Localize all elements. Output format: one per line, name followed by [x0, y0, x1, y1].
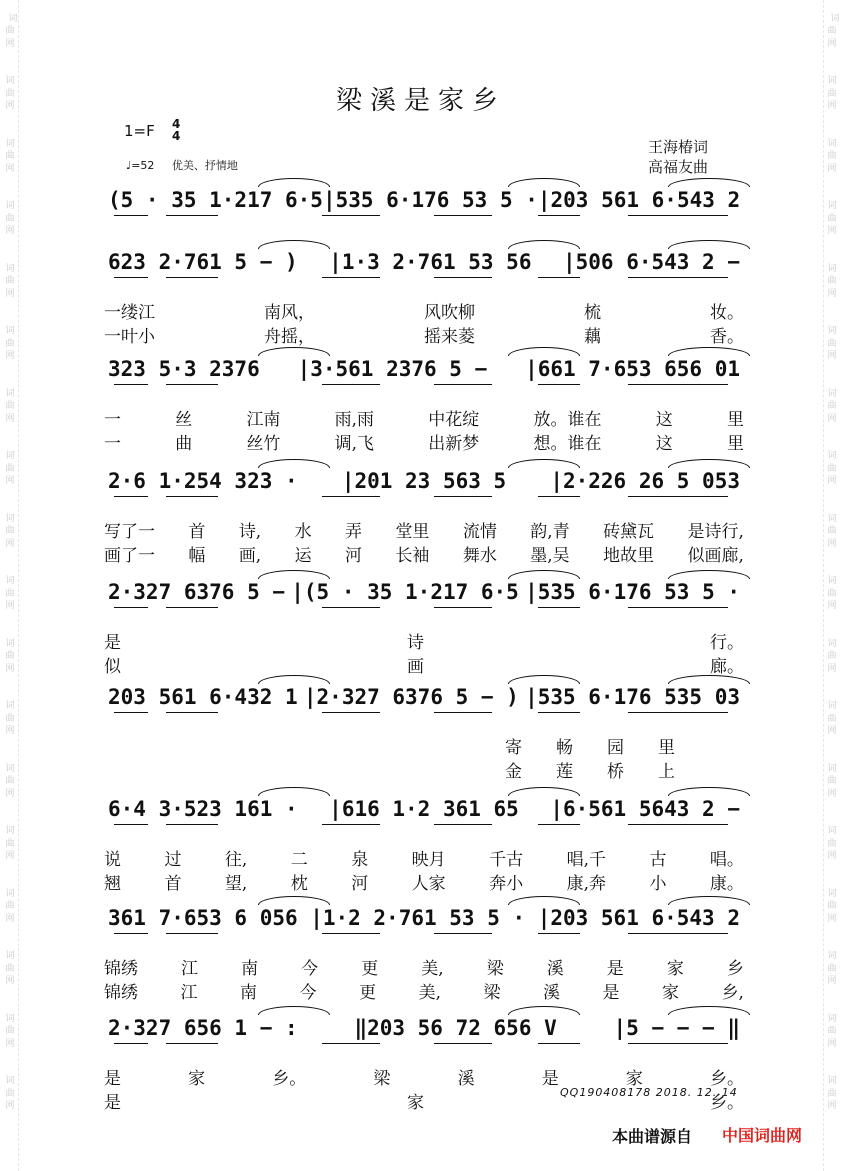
lyric-word: 梁 [373, 1069, 391, 1089]
beam-underline [322, 215, 380, 216]
beam-underline [166, 712, 218, 713]
lyric-word: 梳 [584, 303, 601, 323]
score-title: 梁溪是家乡 [335, 86, 506, 116]
lyric-word: 写了一 [104, 522, 155, 542]
music-system [108, 797, 740, 821]
lyric-line [104, 541, 744, 566]
tempo-value: ♩=52 [126, 159, 155, 172]
lyric-word: 诗, [238, 522, 262, 542]
lyric-word: 廊。 [710, 657, 744, 677]
slur-mark [668, 178, 750, 187]
lyric-word: 流情 [462, 522, 497, 542]
beam-underline [434, 933, 492, 934]
lyric-line [505, 757, 675, 782]
key-signature: 1=F [124, 122, 155, 140]
lyric-word: 畅 [556, 738, 573, 758]
lyric-line [104, 845, 744, 870]
beam-underline [166, 215, 218, 216]
lyric-line [104, 628, 744, 653]
lyric-word: 望, [224, 874, 248, 894]
slur-mark [258, 1006, 330, 1015]
slur-mark [258, 240, 330, 249]
lyric-word: 园 [607, 738, 624, 758]
lyric-word: 水 [294, 522, 312, 542]
slur-mark [508, 347, 580, 356]
lyric-word: 古 [649, 850, 667, 870]
time-signature [172, 118, 180, 142]
lyric-line [104, 298, 744, 323]
slur-mark [508, 787, 580, 796]
measure-group: |6·561 5643 2 − [550, 797, 740, 821]
lyric-word: 康。 [709, 874, 744, 894]
lyric-word: 河 [351, 874, 369, 894]
measure-group: |2·327 6376 5 − ) [303, 685, 519, 709]
lyric-word: 里 [726, 410, 744, 430]
measure-group: 203 561 6·432 1 [108, 685, 298, 709]
lyric-word: 说 [104, 850, 121, 870]
lyric-word: 锦绣 [104, 983, 138, 1003]
lyric-word: 乡。 [710, 1093, 744, 1113]
slur-mark [508, 240, 580, 249]
lyric-word: 韵,青 [530, 522, 570, 542]
lyric-word: 舞水 [462, 546, 497, 566]
lyric-word: 康,奔 [566, 874, 606, 894]
lyric-word: 河 [345, 546, 363, 566]
lyric-word: 溪 [546, 959, 564, 979]
beam-underline [322, 933, 380, 934]
beam-underline [538, 607, 580, 608]
beam-underline [628, 712, 728, 713]
music-system [108, 685, 740, 709]
lyric-word: 一 [104, 410, 121, 430]
lyric-word: 一缕江 [104, 303, 155, 323]
lyric-word: 上 [658, 762, 675, 782]
measure-group: |1·2 2·761 53 5 · [310, 906, 526, 930]
lyric-word: 南 [241, 959, 259, 979]
beam-underline [322, 496, 380, 497]
slur-mark [668, 570, 750, 579]
lyric-word: 这 [655, 434, 673, 454]
lyric-word: 里 [658, 738, 675, 758]
slur-mark [508, 1006, 580, 1015]
measure-group: |2·226 26 5 053 [550, 469, 740, 493]
lyric-word: 首 [188, 522, 206, 542]
measure-group: |535 6·176 53 5 · [525, 580, 740, 604]
lyric-line [104, 405, 744, 430]
beam-underline [434, 277, 492, 278]
beam-underline [434, 215, 492, 216]
beam-underline [628, 215, 728, 216]
lyric-word: 是 [104, 633, 121, 653]
lyric-word: 美, [421, 959, 444, 979]
beam-underline [628, 277, 728, 278]
slur-mark [668, 459, 750, 468]
music-system [108, 469, 740, 493]
lyric-word: 梁 [486, 959, 504, 979]
lyric-word: 家 [625, 1069, 643, 1089]
measure-group: |616 1·2 361 65 [329, 797, 519, 821]
lyric-word: 似画廊, [687, 546, 744, 566]
slur-mark [508, 178, 580, 187]
lyric-word: 风吹柳 [424, 303, 475, 323]
lyric-word: 今 [299, 983, 317, 1003]
tempo-marking [126, 157, 238, 173]
measure-group: |203 561 6·543 2 [537, 188, 741, 212]
lyric-word: 更 [361, 959, 379, 979]
beam-underline [628, 1043, 728, 1044]
beam-underline [166, 824, 218, 825]
lyric-word: 诗 [407, 633, 424, 653]
lyric-line [505, 733, 675, 758]
measure-group: 2·327 6376 5 − [108, 580, 286, 604]
lyric-word: 映月 [411, 850, 446, 870]
lyric-word: 桥 [607, 762, 624, 782]
lyric-word: 奔小 [489, 874, 524, 894]
lyric-word: 枕 [290, 874, 308, 894]
lyric-word: 调,飞 [334, 434, 375, 454]
measure-group: 2·6 1·254 323 · [108, 469, 298, 493]
beam-underline [322, 607, 380, 608]
lyric-word: 墨,吴 [530, 546, 570, 566]
beam-underline [628, 384, 728, 385]
lyric-word: 乡。 [272, 1069, 307, 1089]
beam-underline [166, 933, 218, 934]
slur-mark [258, 347, 330, 356]
beam-underline [538, 824, 580, 825]
measure-group: ‖203 56 72 656 V [354, 1016, 557, 1040]
lyricist-credit: 王海椿词 [648, 138, 709, 156]
beam-underline [114, 277, 148, 278]
lyric-word: 金 [505, 762, 522, 782]
beam-underline [434, 607, 492, 608]
watermark-text: 词曲网 词曲网 词曲网 词曲网 词曲网 词曲网 词曲网 词曲网 词曲网 词曲网 词曲网 词曲网 词曲网 词曲网 词曲网 词曲网 词曲网 词曲网 [827, 13, 840, 1111]
slur-mark [668, 1006, 750, 1015]
lyric-line [104, 322, 744, 347]
beam-underline [538, 384, 580, 385]
beam-underline [114, 712, 148, 713]
music-system [108, 1016, 740, 1040]
slur-mark [258, 570, 330, 579]
lyric-word: 家 [407, 1093, 424, 1113]
lyric-word: 家 [662, 983, 680, 1003]
measure-group: 623 2·761 5 − ) [108, 250, 298, 274]
measure-group: |661 7·653 656 01 [525, 357, 740, 381]
lyric-word: 画, [238, 546, 262, 566]
beam-underline [166, 277, 218, 278]
lyric-line [104, 652, 744, 677]
footer-source-label: 本曲谱源自 [612, 1127, 693, 1146]
lyric-line [104, 869, 744, 894]
music-system [108, 580, 740, 604]
music-system [108, 250, 740, 274]
lyric-word: 这 [655, 410, 673, 430]
lyric-word: 乡。 [709, 1069, 744, 1089]
lyric-word: 乡 [726, 959, 744, 979]
music-system [108, 188, 740, 212]
beam-underline [538, 277, 580, 278]
music-system [108, 906, 740, 930]
lyric-word: 一叶小 [104, 327, 155, 347]
lyric-word: 藕 [584, 327, 601, 347]
lyric-word: 溪 [543, 983, 561, 1003]
lyric-word: 江南 [246, 410, 281, 430]
lyric-word: 南 [240, 983, 258, 1003]
slur-mark [258, 896, 330, 905]
footer-site-link[interactable]: 中国词曲网 [722, 1126, 803, 1145]
watermark-strip-left [2, 0, 19, 1171]
beam-underline [322, 384, 380, 385]
lyric-word: 南风， [264, 303, 315, 323]
measure-group: |203 561 6·543 2 [537, 906, 740, 930]
lyric-word: 寄 [505, 738, 522, 758]
lyric-word: 雨,雨 [334, 410, 375, 430]
measure-group: |535 6·176 535 03 [525, 685, 740, 709]
lyric-word: 溪 [457, 1069, 475, 1089]
measure-group: (5 · 35 1·217 6·5 [108, 188, 323, 212]
lyric-line [104, 429, 744, 454]
slur-mark [668, 896, 750, 905]
lyric-word: 莲 [556, 762, 573, 782]
lyric-word: 江 [181, 959, 199, 979]
lyric-word: 是诗行, [687, 522, 744, 542]
beam-underline [166, 607, 218, 608]
beam-underline [538, 933, 580, 934]
lyric-word: 二 [290, 850, 308, 870]
lyric-word: 运 [294, 546, 312, 566]
beam-underline [322, 277, 380, 278]
beam-underline [434, 824, 492, 825]
slur-mark [258, 178, 330, 187]
lyric-word: 是 [602, 983, 620, 1003]
slur-mark [258, 459, 330, 468]
measure-group: 361 7·653 6 056 [108, 906, 298, 930]
slur-mark [668, 347, 750, 356]
lyric-word: 妆。 [710, 303, 744, 323]
lyric-line [104, 978, 744, 1003]
beam-underline [114, 384, 148, 385]
lyric-line [104, 954, 744, 979]
lyric-word: 今 [301, 959, 319, 979]
lyric-word: 摇来菱 [424, 327, 475, 347]
lyric-word: 是 [104, 1069, 121, 1089]
beam-underline [166, 496, 218, 497]
beam-underline [166, 1043, 218, 1044]
beam-underline [628, 824, 728, 825]
measure-group: 323 5·3 2376 [108, 357, 260, 381]
lyric-word: 弄 [345, 522, 363, 542]
lyric-word: 是 [541, 1069, 559, 1089]
lyric-word: 堂里 [395, 522, 430, 542]
lyric-word: 舟摇， [264, 327, 315, 347]
beam-underline [434, 496, 492, 497]
measure-group: |3·561 2376 5 − [297, 357, 488, 381]
measure-group: |506 6·543 2 − [562, 250, 740, 274]
lyric-word: 乡, [721, 983, 744, 1003]
beam-underline [114, 824, 148, 825]
beam-underline [322, 1043, 380, 1044]
beam-underline [628, 933, 728, 934]
lyric-word: 是 [104, 1093, 121, 1113]
lyric-word: 家 [188, 1069, 206, 1089]
lyric-word: 泉 [351, 850, 369, 870]
beam-underline [538, 712, 580, 713]
lyric-word: 似 [104, 657, 121, 677]
lyric-word: 过 [164, 850, 182, 870]
beam-underline [628, 607, 728, 608]
beam-underline [166, 384, 218, 385]
lyric-word: 放。谁在 [533, 410, 602, 430]
slur-mark [668, 240, 750, 249]
measure-group: 6·4 3·523 161 · [108, 797, 298, 821]
watermark-text: 词曲网 词曲网 词曲网 词曲网 词曲网 词曲网 词曲网 词曲网 词曲网 词曲网 词曲网 词曲网 词曲网 词曲网 词曲网 词曲网 词曲网 词曲网 [5, 13, 18, 1111]
slur-mark [508, 570, 580, 579]
beam-underline [434, 712, 492, 713]
beam-underline [538, 1043, 580, 1044]
lyric-word: 美, [418, 983, 441, 1003]
lyric-word: 小 [649, 874, 667, 894]
lyric-line [104, 517, 744, 542]
lyric-word: 更 [359, 983, 377, 1003]
beam-underline [322, 712, 380, 713]
lyric-word: 行。 [710, 633, 744, 653]
lyric-word: 中花绽 [428, 410, 480, 430]
beam-underline [538, 496, 580, 497]
slur-mark [668, 787, 750, 796]
lyric-word: 人家 [411, 874, 446, 894]
lyric-word: 往, [224, 850, 248, 870]
beam-underline [114, 607, 148, 608]
lyric-word: 长袖 [395, 546, 430, 566]
lyric-word: 想。谁在 [533, 434, 602, 454]
lyric-word: 地故里 [603, 546, 655, 566]
lyric-word: 是 [606, 959, 624, 979]
lyric-word: 丝 [175, 410, 193, 430]
lyric-word: 千古 [489, 850, 524, 870]
lyric-word: 锦绣 [104, 959, 138, 979]
measure-group: |1·3 2·761 53 56 [329, 250, 532, 274]
beam-underline [322, 824, 380, 825]
measure-group: 2·327 656 1 − : [108, 1016, 298, 1040]
transcriber-signature: QQ190408178 2018. 12. 14 [560, 1086, 738, 1099]
lyric-word: 唱。 [709, 850, 744, 870]
music-system [108, 357, 740, 381]
beam-underline [434, 1043, 492, 1044]
beam-underline [114, 1043, 148, 1044]
composer-credit: 高福友曲 [648, 158, 709, 176]
measure-group: |(5 · 35 1·217 6·5 [291, 580, 519, 604]
beam-underline [114, 215, 148, 216]
lyric-word: 首 [164, 874, 182, 894]
lyric-word: 家 [666, 959, 684, 979]
slur-mark [258, 787, 330, 796]
lyric-word: 幅 [188, 546, 206, 566]
lyric-word: 画了一 [104, 546, 155, 566]
beam-underline [434, 384, 492, 385]
beam-underline [538, 215, 580, 216]
lyric-word: 出新梦 [428, 434, 480, 454]
lyric-word: 梁 [483, 983, 501, 1003]
lyric-word: 翘 [104, 874, 121, 894]
watermark-strip-right [823, 0, 840, 1171]
lyric-word: 里 [726, 434, 744, 454]
time-denominator: 4 [172, 129, 181, 143]
measure-group: |535 6·176 53 5 · [322, 188, 538, 212]
expression-marking: 优美、抒情地 [171, 159, 238, 172]
lyric-word: 江 [180, 983, 198, 1003]
lyric-word: 唱,千 [566, 850, 606, 870]
slur-mark [508, 459, 580, 468]
time-numerator: 4 [172, 117, 181, 131]
lyric-word: 砖黛瓦 [603, 522, 655, 542]
measure-group: |201 23 563 5 [341, 469, 507, 493]
lyric-word: 丝竹 [246, 434, 281, 454]
lyric-word: 画 [407, 657, 424, 677]
lyric-word: 香。 [710, 327, 744, 347]
beam-underline [114, 496, 148, 497]
beam-underline [628, 496, 728, 497]
lyric-word: 一 [104, 434, 121, 454]
beam-underline [114, 933, 148, 934]
lyric-word: 曲 [175, 434, 193, 454]
measure-group: |5 − − − ‖ [613, 1016, 740, 1040]
slur-mark [508, 896, 580, 905]
